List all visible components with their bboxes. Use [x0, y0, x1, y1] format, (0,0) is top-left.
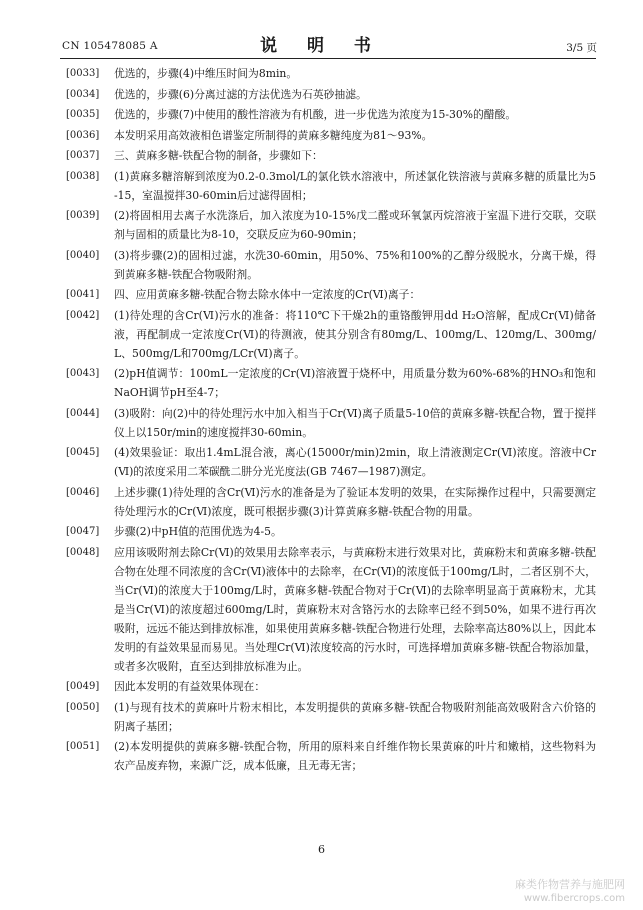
paragraph: [66, 64, 596, 83]
paragraph-text: (2)本发明提供的黄麻多糖-铁配合物，所用的原料来自纤维作物长果黄麻的叶片和嫩梢，这些物料为农产品废弃物，来源广泛，成本低廉，且无毒无害；: [114, 740, 596, 772]
paragraph-number: [0039]: [66, 210, 100, 221]
paragraph: [66, 364, 596, 402]
paragraph: [66, 285, 596, 304]
header-divider: [60, 58, 596, 59]
paragraph-text: (2)pH值调节：100mL一定浓度的Cr(Ⅵ)溶液置于烧杯中，用质量分数为60%-68%的HNO₃和饱和NaOH调节pH至4-7；: [114, 367, 596, 399]
paragraph: [66, 146, 596, 165]
paragraph-text: 因此本发明的有益效果体现在：: [114, 680, 266, 693]
paragraph-text: (1)黄麻多糖溶解到浓度为0.2-0.3mol/L的氯化铁水溶液中，所述氯化铁溶液与黄麻多糖的质量比为5-15，室温搅拌30-60min后过滤得固相；: [114, 169, 596, 202]
paragraph-number: [0033]: [66, 68, 100, 79]
paragraph-text: 应用该吸附剂去除Cr(Ⅵ)的效果用去除率表示，与黄麻粉末进行效果对比，黄麻粉末和黄麻多糖-铁配合物在处理不同浓度的含Cr(Ⅵ)液体中的去除率，在Cr(Ⅵ)的浓度低于100mg/L时，二者区别不大，当Cr(Ⅵ)的浓度大于100mg/L时，黄麻多糖-铁配合物对于Cr(Ⅵ)的去除率明显高于黄麻粉末，尤其是当Cr(Ⅵ)的浓度超过600mg/L时，黄麻粉末对含铬污水的去除率已经不到50%，如果不进行再次吸附，远远不能达到排放标准，如果使用黄麻多糖-铁配合物进行处理，去除率高达80%以上，因此本发明的有益效果显而易见。当处理Cr(Ⅵ)浓度较高的污水时，可选择增加黄麻多糖-铁配合物添加量，或者多次吸附，直至达到排放标准为止。: [114, 545, 596, 673]
paragraph: [66, 126, 596, 145]
paragraph-number: [0036]: [66, 129, 100, 141]
paragraph-text: 三、黄麻多糖-铁配合物的制备，步骤如下：: [114, 149, 323, 162]
paragraph-number: [0048]: [66, 546, 100, 558]
paragraph: [66, 737, 596, 775]
paragraph-text: (1)待处理的含Cr(Ⅵ)污水的准备：将110℃下干燥2h的重铬酸钾用dd H₂O溶解，配成Cr(Ⅵ)储备液，再配制成一定浓度Cr(Ⅵ)的待测液，使其分别含有80mg/L、100mg/L、120mg/L、300mg/L、500mg/L和700mg/LCr(Ⅵ)离子。: [114, 308, 596, 360]
paragraph: [66, 698, 596, 736]
paragraph: [66, 677, 596, 696]
paragraph-text: 上述步骤(1)待处理的含Cr(Ⅵ)污水的准备是为了验证本发明的效果，在实际操作过程中，只需要测定待处理污水的Cr(Ⅵ)浓度，既可根据步骤(3)计算黄麻多糖-铁配合物的用量。: [114, 485, 596, 518]
paragraph-number: [0046]: [66, 486, 100, 498]
paragraph: [66, 404, 596, 442]
paragraph-number: [0035]: [66, 109, 100, 120]
paragraph-number: [0047]: [66, 526, 100, 537]
paragraph-text: (4)效果验证：取出1.4mL混合液，离心(15000r/min)2min，取上清液测定Cr(Ⅵ)浓度。溶液中Cr(Ⅵ)的浓度采用二苯碳酰二肼分光光度法(GB 7467—1987)测定。: [114, 446, 596, 478]
paragraph-number: [0050]: [66, 701, 100, 713]
paragraph: [66, 483, 596, 521]
patent-number: CN 105478085 A: [62, 40, 158, 52]
paragraph-number: [0040]: [66, 249, 100, 261]
document-title: 说 明 书: [260, 36, 383, 56]
paragraph-text: (3)将步骤(2)的固相过滤，水洗30-60min，用50%、75%和100%的乙醇分级脱水，分离干燥，得到黄麻多糖-铁配合物吸附剂。: [114, 248, 596, 281]
paragraph: [66, 167, 596, 205]
paragraph-text: 优选的，步骤(4)中维压时间为8min。: [114, 67, 298, 80]
paragraph: [66, 105, 596, 124]
paragraph: [66, 246, 596, 284]
paragraph-text: 优选的，步骤(6)分离过滤的方法优选为石英砂抽滤。: [114, 87, 367, 101]
paragraph-list: [66, 64, 596, 777]
paragraph-number: [0051]: [66, 741, 100, 752]
paragraph: [66, 543, 596, 676]
paragraph: [66, 522, 596, 541]
page-number: 6: [318, 843, 325, 856]
paragraph-text: 本发明采用高效液相色谱鉴定所制得的黄麻多糖纯度为81～93%。: [114, 128, 433, 142]
paragraph-number: [0037]: [66, 150, 100, 161]
paragraph-text: 步骤(2)中pH值的范围优选为4-5。: [114, 525, 282, 538]
paragraph-number: [0044]: [66, 407, 100, 419]
paragraph-number: [0038]: [66, 170, 100, 182]
paragraph-number: [0034]: [66, 88, 100, 100]
paragraph-text: (1)与现有技术的黄麻叶片粉末相比，本发明提供的黄麻多糖-铁配合物吸附剂能高效吸附含六价铬的阴离子基团；: [114, 700, 596, 733]
paragraph: [66, 306, 596, 363]
paragraph-text: (2)将固相用去离子水洗涤后，加入浓度为10-15%戊二醛或环氧氯丙烷溶液于室温下进行交联，交联剂与固相的质量比为8-10，交联反应为60-90min；: [114, 209, 596, 241]
paragraph-text: 优选的，步骤(7)中使用的酸性溶液为有机酸，进一步优选为浓度为15-30%的醋酸。: [114, 108, 517, 121]
paragraph-number: [0042]: [66, 309, 100, 321]
watermark-url: www.fibercrops.com: [523, 893, 625, 904]
paragraph: [66, 206, 596, 244]
paragraph-number: [0041]: [66, 289, 100, 300]
watermark-site-name: 麻类作物营养与施肥网: [515, 878, 625, 891]
paragraph-number: [0045]: [66, 447, 100, 458]
paragraph-number: [0043]: [66, 368, 100, 379]
paragraph-text: 四、应用黄麻多糖-铁配合物去除水体中一定浓度的Cr(Ⅵ)离子：: [114, 288, 421, 301]
paragraph: [66, 443, 596, 481]
page-reference: 3/5 页: [566, 42, 597, 54]
paragraph-number: [0049]: [66, 681, 100, 692]
paragraph: [66, 85, 596, 104]
paragraph-text: (3)吸附：向(2)中的待处理污水中加入相当于Cr(Ⅵ)离子质量5-10倍的黄麻多糖-铁配合物，置于搅拌仪上以150r/min的速度搅拌30-60min。: [114, 406, 596, 439]
